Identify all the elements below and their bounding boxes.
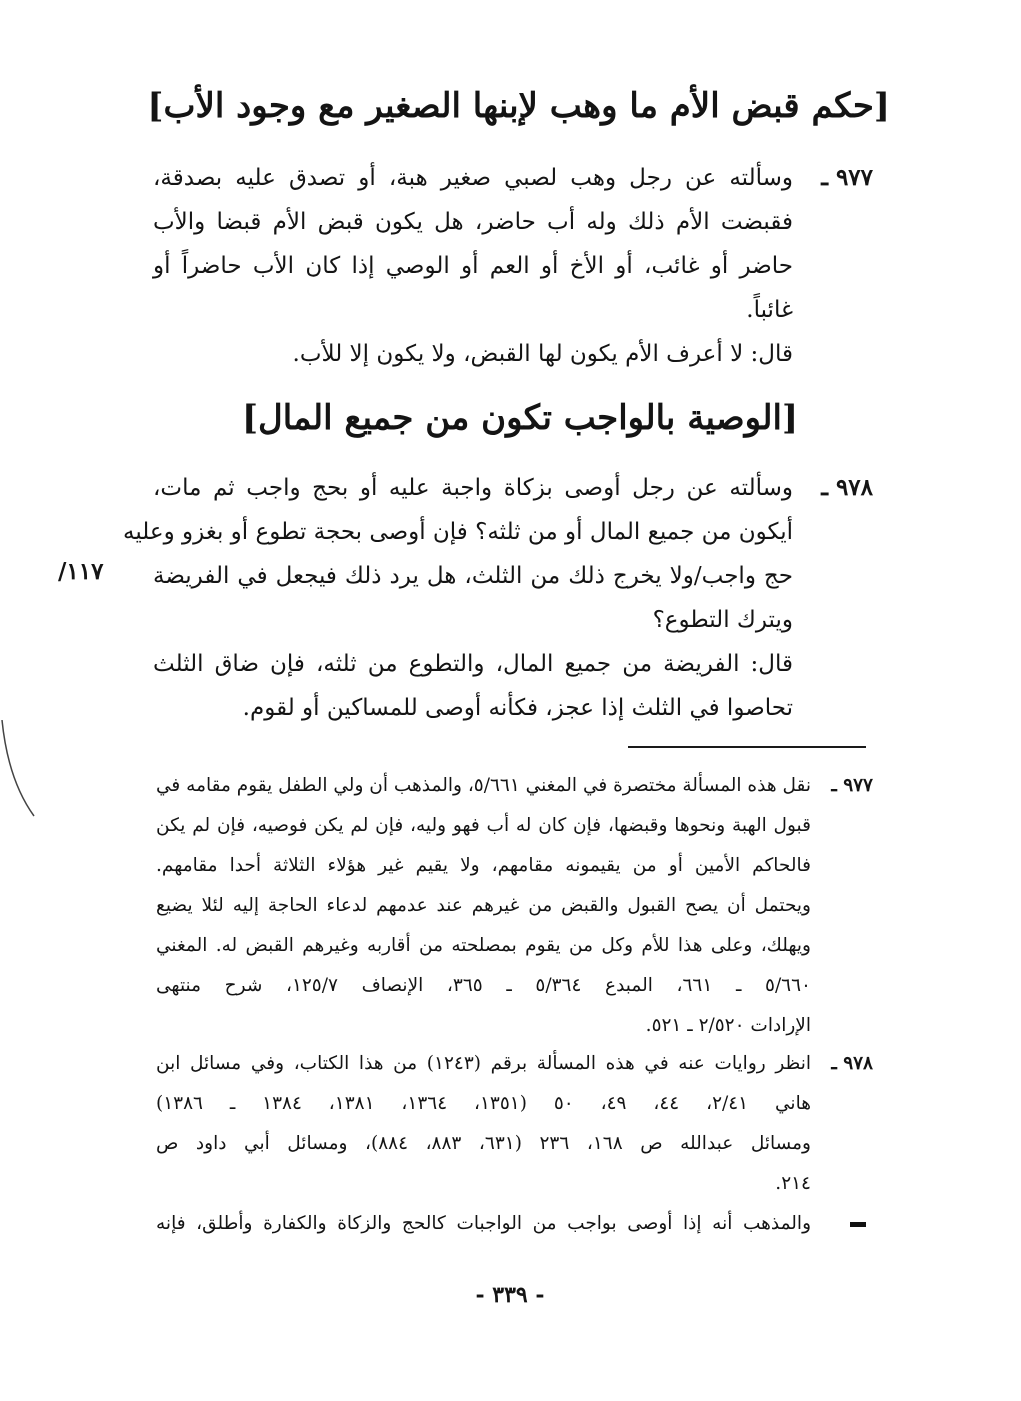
footnote-977-line-5: ويهلك، وعلى هذا للأم وكل من يقوم بمصلحته من أقاربه وغيرهم القبض له. المغني — [156, 935, 811, 956]
footnote-number-977: ٩٧٧ ـ — [831, 775, 873, 796]
entry-978-line-4: ويترك التطوع؟ — [652, 607, 793, 633]
margin-folio-note: /١١٧ — [58, 558, 104, 585]
footnote-977-line-4: ويحتمل أن يصح القبول والقبض من غيرهم عند عدمهم لدعاء الحاجة إليه لئلا يضيع — [156, 895, 811, 916]
footnote-978-line-2: هاني ٢/٤١، ٤٤، ٤٩، ٥٠ (١٣٥١، ١٣٦٤، ١٣٨١، ١٣٨٤ ـ ١٣٨٦) — [156, 1093, 811, 1114]
entry-978-line-3: حج واجب/ولا يخرج ذلك من الثلث، هل يرد ذلك فيجعل في الفريضة — [153, 563, 793, 589]
footnote-978-line-3: ومسائل عبدالله ص ١٦٨، ٢٣٦ (٦٣١، ٨٨٣، ٨٨٤)، ومسائل أبي داود ص — [156, 1133, 811, 1154]
entry-number-977: ٩٧٧ ـ — [821, 164, 873, 191]
scan-edge-artifact — [0, 720, 40, 820]
footnote-977-line-1: نقل هذه المسألة مختصرة في المغني ٥/٦٦١، والمذهب أن ولي الطفل يقوم مقامه في — [156, 775, 811, 796]
entry-977-line-3: حاضر أو غائب، أو الأخ أو العم أو الوصي إذا كان الأب حاضراً أو — [153, 253, 793, 279]
entry-977-line-2: فقبضت الأم ذلك وله أب حاضر، هل يكون قبض الأم قبضا والأب — [153, 209, 793, 235]
footnote-977-line-7: الإرادات ٢/٥٢٠ ـ ٥٢١. — [645, 1015, 811, 1036]
footnote-977-line-2: قبول الهبة ونحوها وقبضها، فإن كان له أب فهو وليه، فإن لم يكن فوصيه، فإن لم يكن — [156, 815, 811, 836]
entry-978-answer-line-1: قال: الفريضة من جميع المال، والتطوع من ثلثه، فإن ضاق الثلث — [153, 651, 793, 677]
page-number: - ٣٣٩ - — [475, 1282, 545, 1308]
footnote-continuation: والمذهب أنه إذا أوصى بواجب من الواجبات كالحج والزكاة والكفارة وأطلق، فإنه — [156, 1213, 811, 1234]
footnote-separator — [628, 746, 866, 748]
footnote-977-line-3: فالحاكم الأمين أو من يقيمونه مقامهم، ولا يقيم غير هؤلاء الثلاثة أحدا مقامهم. — [156, 855, 811, 876]
footnote-number-978: ٩٧٨ ـ — [831, 1053, 873, 1074]
entry-978-answer-line-2: تحاصوا في الثلث إذا عجز، فكأنه أوصى للمساكين أو لقوم. — [242, 695, 793, 721]
entry-977-line-4: غائباً. — [746, 297, 793, 323]
footnote-978-line-4: ٢١٤. — [775, 1173, 811, 1194]
entry-number-978: ٩٧٨ ـ — [821, 474, 873, 501]
entry-977-answer: قال: لا أعرف الأم يكون لها القبض، ولا يكون إلا للأب. — [292, 341, 793, 367]
section-heading-978: [الوصية بالواجب تكون من جميع المال] — [241, 398, 799, 438]
entry-978-line-2: أيكون من جميع المال أو من ثلثه؟ فإن أوصى بحجة تطوع أو بغزو وعليه — [123, 519, 793, 545]
section-heading-977: [حكم قبض الأم ما وهب لإبنها الصغير مع وجود الأب] — [147, 86, 890, 126]
footnote-978-line-1: انظر روايات عنه في هذه المسألة برقم (١٢٤٣) من هذا الكتاب، وفي مسائل ابن — [156, 1053, 811, 1074]
footnote-977-line-6: ٥/٦٦٠ ـ ٦٦١، المبدع ٥/٣٦٤ ـ ٣٦٥، الإنصاف ١٢٥/٧، شرح منتهى — [156, 975, 811, 996]
entry-978-line-1: وسألته عن رجل أوصى بزكاة واجبة عليه أو بحج واجب ثم مات، — [153, 475, 793, 501]
continuation-mark — [850, 1222, 866, 1227]
entry-977-line-1: وسألته عن رجل وهب لصبي صغير هبة، أو تصدق عليه بصدقة، — [153, 165, 793, 191]
